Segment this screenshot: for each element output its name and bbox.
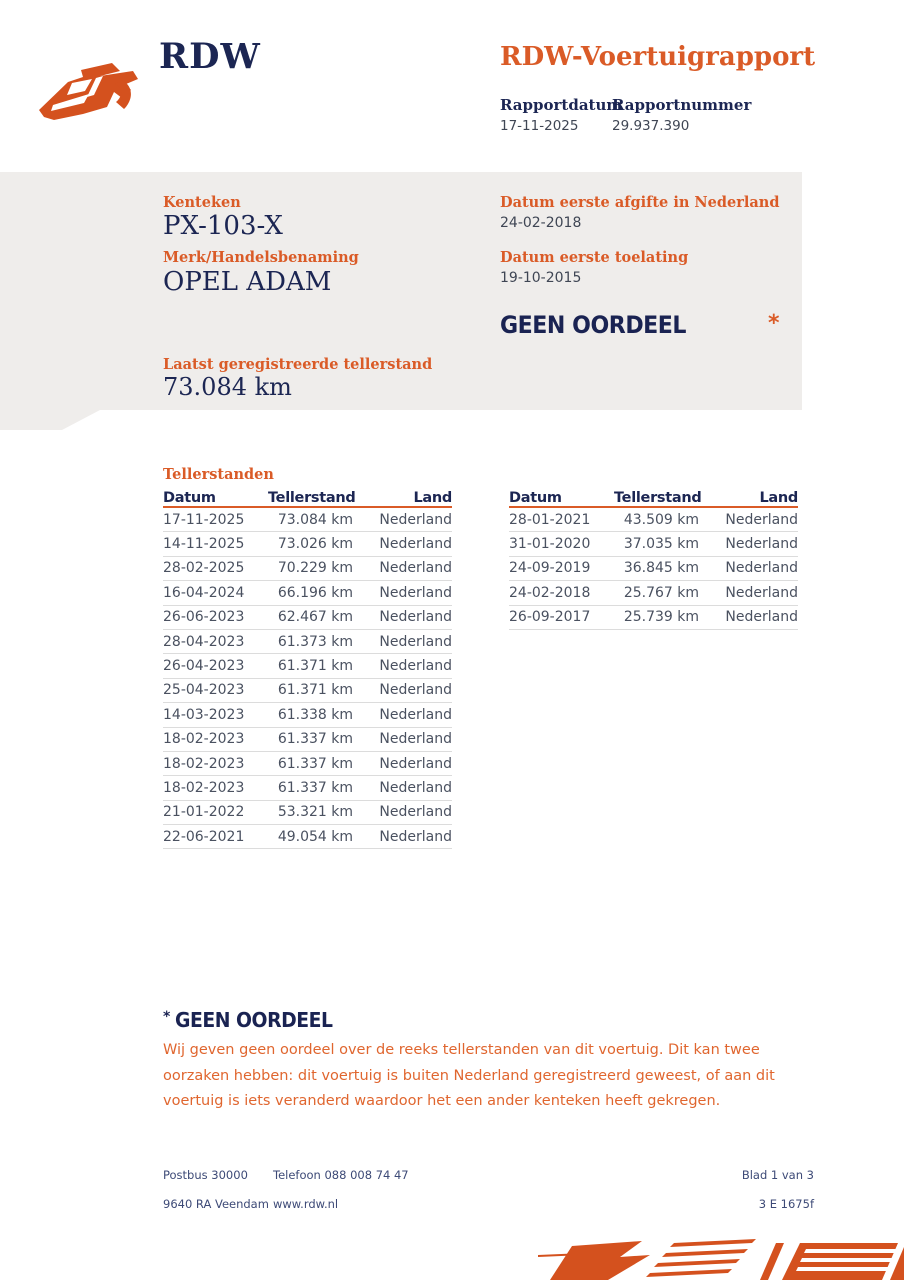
cell-tellerstand: 53.321 km	[277, 804, 353, 821]
cell-land: Nederland	[379, 682, 452, 699]
toelating-label: Datum eerste toelating	[500, 249, 689, 266]
footer-address-line1: Postbus 30000	[163, 1168, 248, 1182]
report-date-value: 17-11-2025	[500, 118, 579, 134]
cell-datum: 14-11-2025	[163, 536, 245, 553]
rdw-stripes-graphic	[520, 1238, 904, 1280]
column-header-datum: Datum	[509, 490, 562, 506]
table-header	[163, 486, 452, 508]
cell-land: Nederland	[379, 804, 452, 821]
table-row	[509, 606, 798, 630]
cell-land: Nederland	[379, 609, 452, 626]
cell-land: Nederland	[725, 609, 798, 626]
table-row	[163, 532, 452, 556]
table-row	[163, 581, 452, 605]
table-row	[163, 630, 452, 654]
report-number-value: 29.937.390	[612, 118, 690, 134]
column-header-land: Land	[759, 490, 798, 506]
tellerstanden-section-title: Tellerstanden	[163, 466, 274, 483]
table-row	[509, 557, 798, 581]
cell-datum: 28-04-2023	[163, 633, 245, 650]
table-row	[163, 508, 452, 532]
cell-datum: 25-04-2023	[163, 682, 245, 699]
cell-datum: 21-01-2022	[163, 804, 245, 821]
cell-tellerstand: 37.035 km	[623, 536, 699, 553]
column-header-tellerstand: Tellerstand	[268, 490, 356, 506]
footer-address-line2: 9640 RA Veendam	[163, 1197, 269, 1211]
tellerstand-value: 73.084 km	[163, 373, 292, 401]
table-row	[509, 532, 798, 556]
cell-datum: 22-06-2021	[163, 828, 245, 845]
odometer-table-right	[509, 486, 798, 630]
footer-page-number: Blad 1 van 3	[741, 1168, 814, 1182]
cell-land: Nederland	[725, 511, 798, 528]
table-row	[163, 776, 452, 800]
table-row	[163, 728, 452, 752]
cell-tellerstand: 61.337 km	[277, 731, 353, 748]
cell-land: Nederland	[379, 511, 452, 528]
table-row	[163, 654, 452, 678]
cell-tellerstand: 66.196 km	[277, 584, 353, 601]
table-row	[163, 557, 452, 581]
cell-tellerstand: 73.026 km	[277, 536, 353, 553]
afgifte-label: Datum eerste afgifte in Nederland	[500, 194, 780, 211]
verdict-text: GEEN OORDEEL	[500, 311, 687, 339]
cell-land: Nederland	[379, 560, 452, 577]
footer-website: www.rdw.nl	[273, 1197, 339, 1211]
cell-datum: 31-01-2020	[509, 536, 591, 553]
kenteken-value: PX-103-X	[163, 211, 283, 241]
verdict-asterisk: *	[768, 311, 780, 336]
cell-land: Nederland	[379, 828, 452, 845]
cell-tellerstand: 25.739 km	[623, 609, 699, 626]
cell-land: Nederland	[379, 755, 452, 772]
cell-datum: 17-11-2025	[163, 511, 245, 528]
cell-tellerstand: 49.054 km	[277, 828, 353, 845]
cell-tellerstand: 70.229 km	[277, 560, 353, 577]
cell-datum: 18-02-2023	[163, 779, 245, 796]
column-header-tellerstand: Tellerstand	[614, 490, 702, 506]
table-row	[163, 703, 452, 727]
cell-land: Nederland	[379, 706, 452, 723]
cell-land: Nederland	[379, 731, 452, 748]
afgifte-value: 24-02-2018	[500, 215, 582, 231]
cell-land: Nederland	[379, 584, 452, 601]
cell-tellerstand: 25.767 km	[623, 584, 699, 601]
cell-land: Nederland	[379, 658, 452, 675]
cell-datum: 14-03-2023	[163, 706, 245, 723]
cell-tellerstand: 43.509 km	[623, 511, 699, 528]
cell-datum: 26-04-2023	[163, 658, 245, 675]
table-row	[163, 825, 452, 849]
column-header-land: Land	[413, 490, 452, 506]
cell-land: Nederland	[725, 536, 798, 553]
cell-datum: 28-01-2021	[509, 511, 591, 528]
kenteken-label: Kenteken	[163, 194, 241, 211]
cell-tellerstand: 61.373 km	[277, 633, 353, 650]
page-title: RDW-Voertuigrapport	[500, 42, 816, 72]
footer-phone: Telefoon 088 008 74 47	[273, 1168, 409, 1182]
cell-datum: 28-02-2025	[163, 560, 245, 577]
table-row	[163, 606, 452, 630]
report-date-label: Rapportdatum	[500, 96, 623, 114]
cell-datum: 16-04-2024	[163, 584, 245, 601]
cell-tellerstand: 61.371 km	[277, 682, 353, 699]
cell-datum: 24-09-2019	[509, 560, 591, 577]
footnote-title: GEEN OORDEEL	[175, 1008, 333, 1032]
table-row	[163, 679, 452, 703]
cell-tellerstand: 62.467 km	[277, 609, 353, 626]
cell-datum: 18-02-2023	[163, 731, 245, 748]
merk-value: OPEL ADAM	[163, 267, 332, 297]
cell-datum: 26-06-2023	[163, 609, 245, 626]
cell-datum: 24-02-2018	[509, 584, 591, 601]
rdw-logo-icon	[36, 50, 148, 124]
table-row	[509, 581, 798, 605]
cell-tellerstand: 61.337 km	[277, 779, 353, 796]
table-row	[163, 752, 452, 776]
cell-land: Nederland	[379, 633, 452, 650]
table-row	[509, 508, 798, 532]
toelating-value: 19-10-2015	[500, 270, 582, 286]
footnote-heading	[163, 1008, 343, 1032]
odometer-table-left	[163, 486, 452, 849]
rdw-logo-wordmark: RDW	[159, 36, 261, 77]
cell-land: Nederland	[379, 779, 452, 796]
cell-tellerstand: 73.084 km	[277, 511, 353, 528]
report-number-label: Rapportnummer	[612, 96, 752, 114]
merk-label: Merk/Handelsbenaming	[163, 249, 359, 266]
column-header-datum: Datum	[163, 490, 216, 506]
tellerstand-label: Laatst geregistreerde tellerstand	[163, 356, 433, 373]
cell-tellerstand: 61.338 km	[277, 706, 353, 723]
footer-form-code: 3 E 1675f	[758, 1197, 814, 1211]
cell-tellerstand: 61.337 km	[277, 755, 353, 772]
cell-datum: 18-02-2023	[163, 755, 245, 772]
cell-tellerstand: 36.845 km	[623, 560, 699, 577]
cell-tellerstand: 61.371 km	[277, 658, 353, 675]
table-header	[509, 486, 798, 508]
table-row	[163, 801, 452, 825]
cell-datum: 26-09-2017	[509, 609, 591, 626]
footnote-asterisk: *	[163, 1009, 171, 1025]
cell-land: Nederland	[725, 584, 798, 601]
footnote-text: Wij geven geen oordeel over de reeks tellerstanden van dit voertuig. Dit kan twee oorzaken hebben: dit voertuig is buiten Nederland geregistreerd geweest, of aan dit voertuig is iets veranderd waardoor het een ander kenteken heeft gekregen.	[163, 1042, 775, 1109]
cell-land: Nederland	[725, 560, 798, 577]
cell-land: Nederland	[379, 536, 452, 553]
